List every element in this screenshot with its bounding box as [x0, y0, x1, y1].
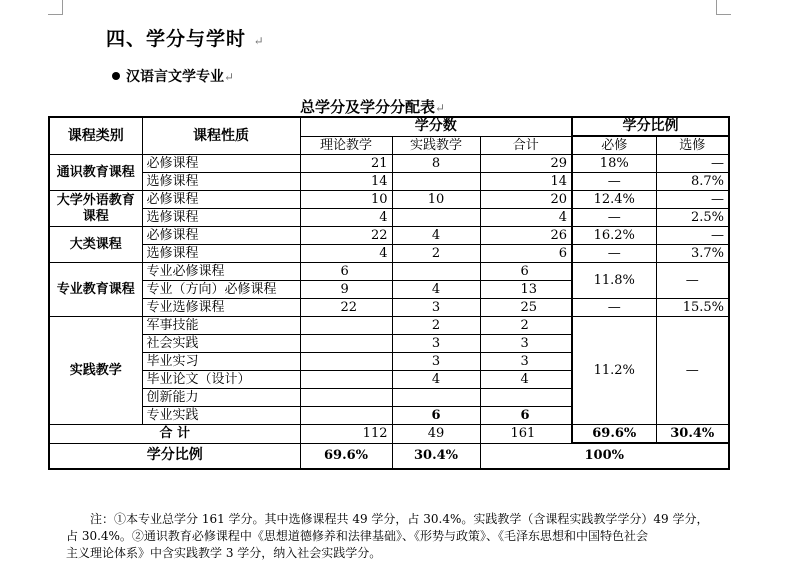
- category-cell: 通识教育课程: [49, 155, 142, 191]
- ratio-theory: 69.6%: [300, 443, 392, 469]
- practice-cell: 2: [392, 317, 480, 335]
- practice-cell: [392, 389, 480, 407]
- table-row: [49, 173, 729, 191]
- nature-cell: 创新能力: [142, 389, 300, 407]
- total-cell: 25: [480, 299, 572, 317]
- total-cell: 4: [480, 371, 572, 389]
- elective-ratio-cell: —: [656, 155, 729, 173]
- theory-cell: 9: [300, 281, 392, 299]
- total-required: 69.6%: [572, 425, 656, 444]
- total-row: [49, 425, 729, 444]
- bullet-icon: [112, 72, 120, 80]
- practice-cell: 3: [392, 335, 480, 353]
- required-ratio-cell: —: [572, 299, 656, 317]
- table-caption: [300, 96, 445, 117]
- theory-cell: [300, 407, 392, 425]
- table-row: [49, 191, 729, 209]
- required-ratio-cell: 11.2%: [572, 317, 656, 425]
- practice-cell: 2: [392, 245, 480, 263]
- theory-cell: 6: [300, 263, 392, 281]
- nature-cell: 专业必修课程: [142, 263, 300, 281]
- ratio-total: 100%: [480, 443, 729, 469]
- theory-cell: 4: [300, 209, 392, 227]
- total-cell: [480, 389, 572, 407]
- practice-cell: [392, 263, 480, 281]
- theory-cell: 10: [300, 191, 392, 209]
- practice-cell: 8: [392, 155, 480, 173]
- practice-cell: 3: [392, 353, 480, 371]
- total-cell: 6: [480, 407, 572, 425]
- table-caption-text: 总学分及学分分配表: [300, 98, 436, 116]
- total-elective: 30.4%: [656, 425, 729, 444]
- table-row: [49, 299, 729, 317]
- nature-cell: 选修课程: [142, 209, 300, 227]
- total-cell: 29: [480, 155, 572, 173]
- total-cell: 3: [480, 335, 572, 353]
- header-elective: 选修: [656, 136, 729, 155]
- table-note: [66, 511, 730, 562]
- elective-ratio-cell: —: [656, 263, 729, 299]
- elective-ratio-cell: 15.5%: [656, 299, 729, 317]
- section-heading: [106, 24, 265, 51]
- elective-ratio-cell: 8.7%: [656, 173, 729, 191]
- practice-cell: 4: [392, 281, 480, 299]
- major-name: 汉语言文学专业: [126, 69, 224, 85]
- nature-cell: 专业实践: [142, 407, 300, 425]
- nature-cell: 社会实践: [142, 335, 300, 353]
- total-theory: 112: [300, 425, 392, 444]
- major-subheading: [112, 66, 234, 86]
- crop-mark-top-right: [716, 0, 731, 15]
- total-label: 合 计: [49, 425, 300, 444]
- required-ratio-cell: —: [572, 245, 656, 263]
- note-line: 占 30.4%。②通识教育必修课程中《思想道德修养和法律基础》、《形势与政策》、《毛泽东思想和中国特色社会: [66, 529, 648, 543]
- practice-cell: [392, 173, 480, 191]
- category-cell: 大学外语教育课程: [49, 191, 142, 227]
- practice-cell: 4: [392, 227, 480, 245]
- nature-cell: 选修课程: [142, 173, 300, 191]
- elective-ratio-cell: —: [656, 227, 729, 245]
- theory-cell: [300, 335, 392, 353]
- credit-table: [48, 116, 730, 470]
- table-row: [49, 317, 729, 335]
- nature-cell: 专业选修课程: [142, 299, 300, 317]
- elective-ratio-cell: —: [656, 317, 729, 425]
- table-row: [49, 245, 729, 263]
- header-category: 课程类别: [49, 117, 142, 155]
- total-cell: 6: [480, 263, 572, 281]
- theory-cell: 22: [300, 227, 392, 245]
- total-cell: 14: [480, 173, 572, 191]
- total-sum: 161: [480, 425, 572, 444]
- category-cell: 大类课程: [49, 227, 142, 263]
- table-row: [49, 227, 729, 245]
- theory-cell: 22: [300, 299, 392, 317]
- nature-cell: 必修课程: [142, 227, 300, 245]
- header-subtotal: 合计: [480, 136, 572, 155]
- theory-cell: [300, 317, 392, 335]
- header-practice: 实践教学: [392, 136, 480, 155]
- note-line: 注：①本专业总学分 161 学分。其中选修课程共 49 学分，占 30.4%。实践教学（含课程实践教学学分）49 学分，: [90, 512, 709, 526]
- total-cell: 3: [480, 353, 572, 371]
- header-nature: 课程性质: [142, 117, 300, 155]
- note-line: 主义理论体系》中含实践教学 3 学分，纳入社会实践学分。: [66, 546, 382, 560]
- nature-cell: 必修课程: [142, 191, 300, 209]
- nature-cell: 专业（方向）必修课程: [142, 281, 300, 299]
- required-ratio-cell: 12.4%: [572, 191, 656, 209]
- category-cell: 实践教学: [49, 317, 142, 425]
- theory-cell: [300, 353, 392, 371]
- ratio-practice: 30.4%: [392, 443, 480, 469]
- theory-cell: 4: [300, 245, 392, 263]
- total-cell: 2: [480, 317, 572, 335]
- ratio-row: [49, 443, 729, 469]
- paragraph-mark-icon: ↵: [224, 70, 235, 84]
- practice-cell: 10: [392, 191, 480, 209]
- total-cell: 20: [480, 191, 572, 209]
- elective-ratio-cell: 2.5%: [656, 209, 729, 227]
- total-cell: 6: [480, 245, 572, 263]
- theory-cell: [300, 389, 392, 407]
- paragraph-mark-icon: ↵: [253, 34, 265, 48]
- nature-cell: 毕业论文（设计）: [142, 371, 300, 389]
- required-ratio-cell: 16.2%: [572, 227, 656, 245]
- theory-cell: [300, 371, 392, 389]
- header-credits: 学分数: [300, 117, 572, 136]
- header-ratio: 学分比例: [572, 117, 729, 136]
- nature-cell: 毕业实习: [142, 353, 300, 371]
- paragraph-mark-icon: ↵: [435, 101, 446, 115]
- crop-mark-top-left: [48, 0, 63, 15]
- practice-cell: [392, 209, 480, 227]
- practice-cell: 4: [392, 371, 480, 389]
- table-row: [49, 209, 729, 227]
- total-cell: 13: [480, 281, 572, 299]
- elective-ratio-cell: 3.7%: [656, 245, 729, 263]
- theory-cell: 14: [300, 173, 392, 191]
- total-practice: 49: [392, 425, 480, 444]
- table-row: [49, 263, 729, 281]
- required-ratio-cell: —: [572, 209, 656, 227]
- theory-cell: 21: [300, 155, 392, 173]
- nature-cell: 必修课程: [142, 155, 300, 173]
- practice-cell: 6: [392, 407, 480, 425]
- total-cell: 26: [480, 227, 572, 245]
- ratio-label: 学分比例: [49, 443, 300, 469]
- elective-ratio-cell: —: [656, 191, 729, 209]
- required-ratio-cell: —: [572, 173, 656, 191]
- section-heading-text: 四、学分与学时: [106, 28, 247, 50]
- header-theory: 理论教学: [300, 136, 392, 155]
- table-row: [49, 155, 729, 173]
- nature-cell: 军事技能: [142, 317, 300, 335]
- practice-cell: 3: [392, 299, 480, 317]
- total-cell: 4: [480, 209, 572, 227]
- required-ratio-cell: 11.8%: [572, 263, 656, 299]
- nature-cell: 选修课程: [142, 245, 300, 263]
- header-required: 必修: [572, 136, 656, 155]
- required-ratio-cell: 18%: [572, 155, 656, 173]
- category-cell: 专业教育课程: [49, 263, 142, 317]
